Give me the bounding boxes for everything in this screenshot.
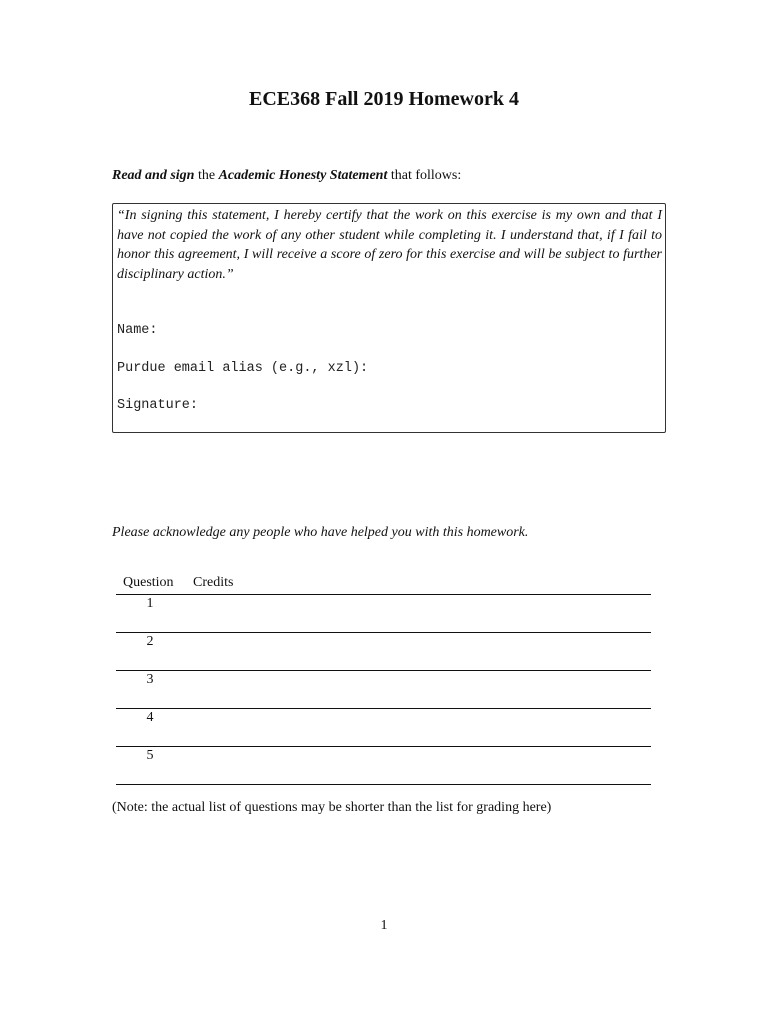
question-number: 2: [146, 634, 154, 649]
question-number: 4: [146, 710, 154, 725]
intro-follows-text: that follows:: [387, 168, 462, 183]
question-number: 3: [146, 672, 154, 687]
academic-honesty-box: [112, 203, 666, 433]
question-number: 5: [146, 748, 154, 763]
email-field-label: Purdue email alias (e.g., xzl):: [117, 361, 369, 376]
table-row: [116, 709, 651, 747]
question-column-header: Question: [123, 575, 174, 590]
table-row: [116, 633, 651, 671]
name-field-label: Name:: [117, 323, 158, 338]
credits-table: [116, 574, 651, 785]
table-row: [116, 747, 651, 785]
credits-column-header: Credits: [193, 575, 234, 590]
table-row: [116, 595, 651, 633]
intro-line: [112, 168, 461, 184]
page-title: ECE368 Fall 2019 Homework 4: [249, 88, 519, 110]
question-number: 1: [146, 596, 154, 611]
table-row: [116, 671, 651, 709]
page-number: 1: [380, 918, 388, 933]
acknowledgement-prompt: Please acknowledge any people who have helped you with this homework.: [112, 525, 529, 540]
grading-note: (Note: the actual list of questions may be shorter than the list for grading here): [112, 800, 552, 815]
honesty-statement: “In signing this statement, I hereby certify that the work on this exercise is my own and that I have not copied the work of any other student while completing it. I understand that, if I fail to honor this agreement, I will receive a score of zero for this exercise and will be subject to further disciplinary action.”: [117, 208, 662, 282]
credits-table-header: [116, 574, 651, 595]
statement-name-text: Academic Honesty Statement: [218, 168, 388, 183]
read-and-sign-text: Read and sign: [112, 168, 195, 183]
signature-field-label: Signature:: [117, 398, 199, 413]
intro-the-text: the: [194, 168, 219, 183]
